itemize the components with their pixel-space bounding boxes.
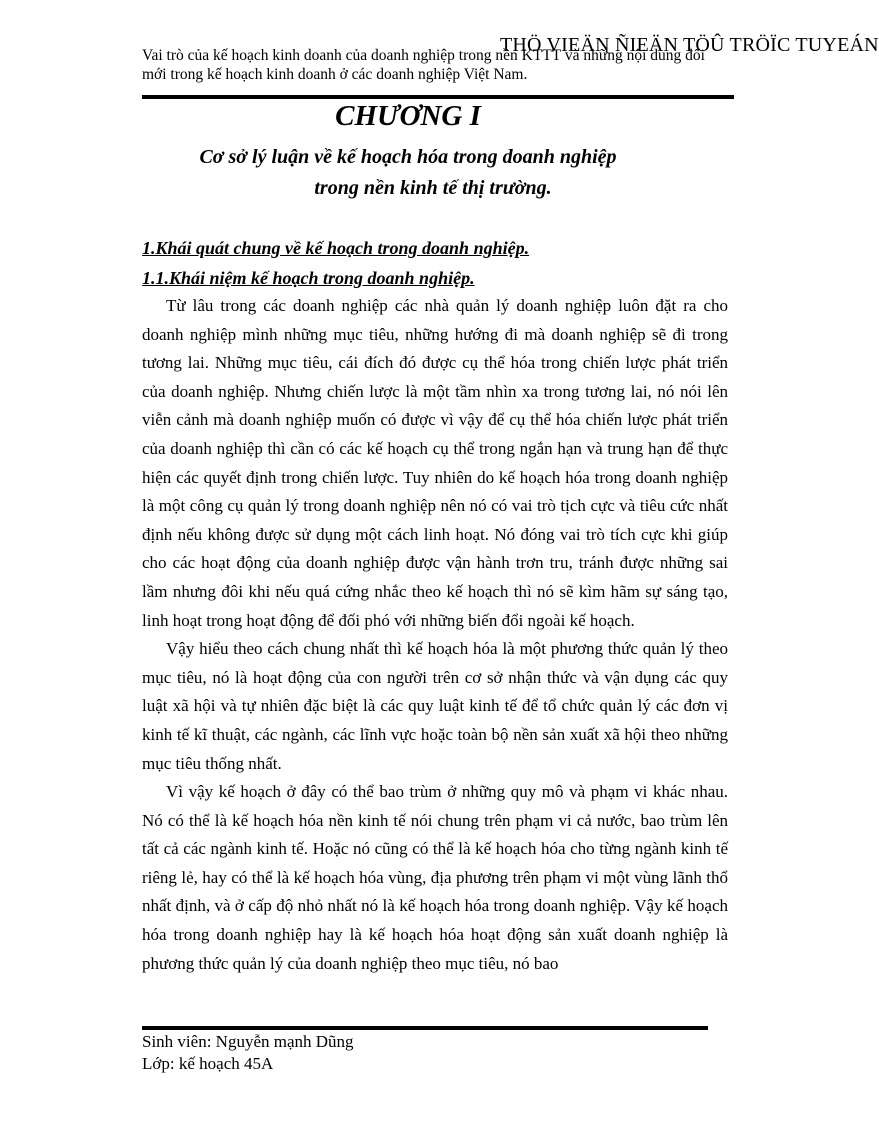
footer-student: Sinh viên: Nguyễn mạnh Dũng: [142, 1032, 354, 1051]
chapter-title: CHƯƠNG I: [335, 100, 481, 132]
footer-divider: [142, 1026, 708, 1030]
page-footer: [142, 1031, 354, 1075]
header-divider: [142, 95, 734, 99]
chapter-subtitle: [0, 142, 816, 204]
section-heading-1: 1.Khái quát chung về kế hoạch trong doanh nghiệp.: [142, 238, 530, 258]
paragraph-3: Vì vậy kế hoạch ở đây có thể bao trùm ở những quy mô và phạm vi khác nhau. Nó có thể là kế hoạch hóa nền kinh tế nói chung trên phạm vi cả nước, bao trùm lên tất cả các ngành kinh tế. Hoặc nó cũng có thể là kế hoạch hóa cho từng ngành kinh tế riêng lẻ, hay có thể là kế hoạch hóa vùng, địa phương trên phạm vi một vùng lãnh thổ nhất định, và ở cấp độ nhỏ nhất nó là kế hoạch hóa trong doanh nghiệp. Vậy kế hoạch hóa trong doanh nghiệp hay là kế hoạch hóa hoạt động sản xuất doanh nghiệp là phương thức quản lý của doanh nghiệp theo mục tiêu, nó bao: [142, 782, 728, 973]
watermark-text: THÖ VIEÄN ÑIEÄN TÖÛ TRÖÏC TUYEÁN: [500, 34, 879, 56]
subtitle-line-1: Cơ sở lý luận về kế hoạch hóa trong doanh nghiệp: [199, 146, 617, 168]
paragraph-2: Vậy hiểu theo cách chung nhất thì kế hoạch hóa là một phương thức quản lý theo mục tiêu, nó là hoạt động của con người trên cơ sở nhận thức và vận dụng các quy luật xã hội và tự nhiên đặc biệt là các quy luật kinh tế để tổ chức quản lý các đơn vị kinh tế kĩ thuật, các ngành, các lĩnh vực hoặc toàn bộ nền sản xuất xã hội theo những mục tiêu thống nhất.: [142, 639, 728, 773]
body-text: [142, 292, 728, 978]
section-heading-1-1: 1.1.Khái niệm kế hoạch trong doanh nghiệp.: [142, 268, 475, 288]
running-header: Vai trò của kế hoạch kinh doanh của doanh nghiệp trong nền KTTT và những nội dung đổi mới trong kế hoạch kinh doanh ở các doanh nghiệp Việt Nam.: [142, 47, 705, 83]
footer-class: Lớp: kế hoạch 45A: [142, 1054, 274, 1073]
paragraph-1: Từ lâu trong các doanh nghiệp các nhà quản lý doanh nghiệp luôn đặt ra cho doanh nghiệp mình những mục tiêu, những hướng đi mà doanh nghiệp sẽ đi trong tương lai. Những mục tiêu, cái đích đó được cụ thể hóa trong chiến lược phát triển của doanh nghiệp. Nhưng chiến lược là một tầm nhìn xa trong tương lai, nó nói lên viễn cảnh mà doanh nghiệp muốn có được vì vậy để cụ thể hóa chiến lược phát triển của doanh nghiệp thì cần có các kế hoạch cụ thể trong ngắn hạn và trung hạn để thực hiện các quyết định trong chiến lược. Tuy nhiên do kế hoạch hóa trong doanh nghiệp là một công cụ quản lý trong doanh nghiệp nên nó có vai trò tịch cực và tiêu cức nhất định nếu không được sử dụng một cách linh hoạt. Nó đóng vai trò tích cực khi giúp cho các hoạt động của doanh nghiệp được vận hành trơn tru, tránh được những sai lầm nhưng đôi khi nếu quá cứng nhắc theo kế hoạch thì nó sẽ kìm hãm sự sáng tạo, linh hoạt trong hoạt động để đối phó với những biến đổi ngoài kế hoạch.: [142, 296, 728, 630]
subtitle-line-2: trong nền kinh tế thị trường.: [314, 177, 552, 199]
